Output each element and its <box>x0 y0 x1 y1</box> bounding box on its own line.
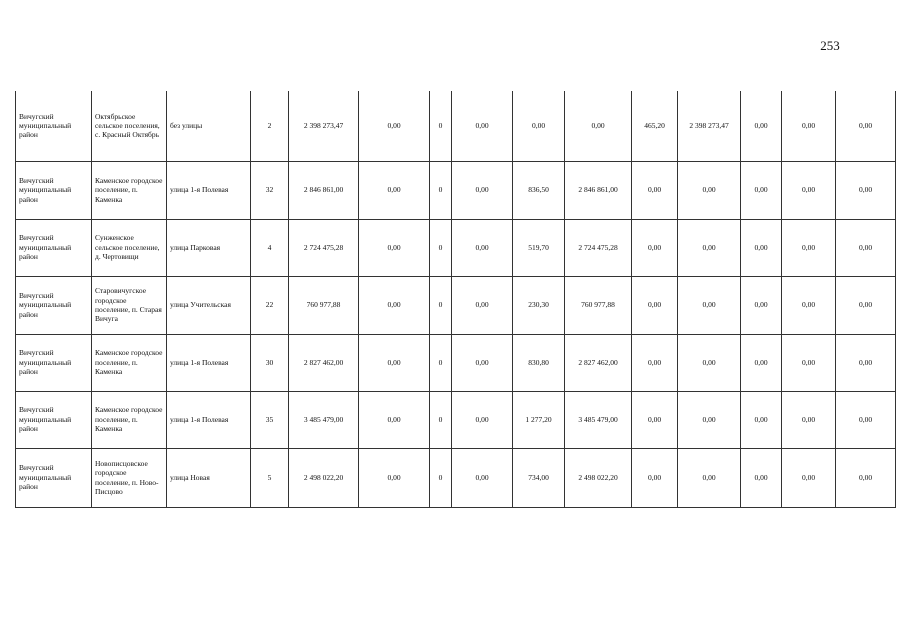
settlement-cell: Каменское городское поселение, п. Каменка <box>92 161 167 219</box>
area-cell: 830,80 <box>513 334 565 391</box>
total-cost-cell: 760 977,88 <box>289 276 359 334</box>
count-col-6-cell: 0 <box>430 334 452 391</box>
cost-col-9-cell: 2 846 861,00 <box>565 161 632 219</box>
cost-col-9-cell: 2 827 462,00 <box>565 334 632 391</box>
total-cost-cell: 2 724 475,28 <box>289 219 359 276</box>
cost-col-9-cell: 2 498 022,20 <box>565 448 632 507</box>
cost-col-14-cell: 0,00 <box>836 276 896 334</box>
cost-col-13-cell: 0,00 <box>782 91 836 161</box>
area-col-10-cell: 0,00 <box>632 219 678 276</box>
cost-col-11-cell: 0,00 <box>678 391 741 448</box>
settlement-cell: Новописцовское городское поселение, п. Ново-Писцово <box>92 448 167 507</box>
total-cost-cell: 2 498 022,20 <box>289 448 359 507</box>
street-cell: улица 1-я Полевая <box>167 391 251 448</box>
cost-col-9-cell: 760 977,88 <box>565 276 632 334</box>
cost-col-13-cell: 0,00 <box>782 276 836 334</box>
cost-col-14-cell: 0,00 <box>836 91 896 161</box>
cost-col-12-cell: 0,00 <box>741 219 782 276</box>
total-cost-cell: 2 846 861,00 <box>289 161 359 219</box>
count-col-6-cell: 0 <box>430 161 452 219</box>
district-cell: Вичугский муниципальный район <box>16 391 92 448</box>
cost-col-11-cell: 2 398 273,47 <box>678 91 741 161</box>
cost-col-9-cell: 2 724 475,28 <box>565 219 632 276</box>
street-cell: улица Новая <box>167 448 251 507</box>
area-cell: 519,70 <box>513 219 565 276</box>
count-col-6-cell: 0 <box>430 276 452 334</box>
district-cell: Вичугский муниципальный район <box>16 161 92 219</box>
house-number-cell: 30 <box>251 334 289 391</box>
area-cell: 230,30 <box>513 276 565 334</box>
cost-col-13-cell: 0,00 <box>782 219 836 276</box>
table-row <box>16 448 896 507</box>
cost-col-5-cell: 0,00 <box>359 391 430 448</box>
district-cell: Вичугский муниципальный район <box>16 448 92 507</box>
total-cost-cell: 2 827 462,00 <box>289 334 359 391</box>
table-row <box>16 334 896 391</box>
cost-col-11-cell: 0,00 <box>678 161 741 219</box>
district-cell: Вичугский муниципальный район <box>16 91 92 161</box>
cost-col-5-cell: 0,00 <box>359 91 430 161</box>
table-row <box>16 276 896 334</box>
cost-col-5-cell: 0,00 <box>359 334 430 391</box>
cost-col-11-cell: 0,00 <box>678 276 741 334</box>
cost-col-7-cell: 0,00 <box>452 276 513 334</box>
cost-col-12-cell: 0,00 <box>741 334 782 391</box>
cost-col-13-cell: 0,00 <box>782 334 836 391</box>
cost-col-5-cell: 0,00 <box>359 276 430 334</box>
cost-col-9-cell: 0,00 <box>565 91 632 161</box>
table-row <box>16 91 896 161</box>
cost-col-13-cell: 0,00 <box>782 448 836 507</box>
street-cell: улица 1-я Полевая <box>167 334 251 391</box>
settlement-cell: Каменское городское поселение, п. Каменка <box>92 391 167 448</box>
cost-col-12-cell: 0,00 <box>741 276 782 334</box>
street-cell: улица Парковая <box>167 219 251 276</box>
page-number: 253 <box>820 38 840 53</box>
total-cost-cell: 3 485 479,00 <box>289 391 359 448</box>
settlement-cell: Октябрьское сельское поселения, с. Красный Октябрь <box>92 91 167 161</box>
area-cell: 0,00 <box>513 91 565 161</box>
table-row <box>16 219 896 276</box>
area-col-10-cell: 0,00 <box>632 448 678 507</box>
cost-col-9-cell: 3 485 479,00 <box>565 391 632 448</box>
street-cell: улица 1-я Полевая <box>167 161 251 219</box>
house-number-cell: 4 <box>251 219 289 276</box>
total-cost-cell: 2 398 273,47 <box>289 91 359 161</box>
cost-col-13-cell: 0,00 <box>782 391 836 448</box>
house-number-cell: 35 <box>251 391 289 448</box>
settlement-cell: Сунженское сельское поселение, д. Чертовищи <box>92 219 167 276</box>
cost-col-11-cell: 0,00 <box>678 334 741 391</box>
cost-col-7-cell: 0,00 <box>452 161 513 219</box>
house-number-cell: 32 <box>251 161 289 219</box>
district-cell: Вичугский муниципальный район <box>16 219 92 276</box>
cost-col-12-cell: 0,00 <box>741 161 782 219</box>
cost-col-12-cell: 0,00 <box>741 391 782 448</box>
area-cell: 1 277,20 <box>513 391 565 448</box>
cost-col-12-cell: 0,00 <box>741 448 782 507</box>
cost-col-7-cell: 0,00 <box>452 391 513 448</box>
cost-col-11-cell: 0,00 <box>678 219 741 276</box>
area-col-10-cell: 0,00 <box>632 391 678 448</box>
cost-col-14-cell: 0,00 <box>836 391 896 448</box>
cost-col-14-cell: 0,00 <box>836 334 896 391</box>
count-col-6-cell: 0 <box>430 448 452 507</box>
house-number-cell: 22 <box>251 276 289 334</box>
cost-col-11-cell: 0,00 <box>678 448 741 507</box>
count-col-6-cell: 0 <box>430 219 452 276</box>
cost-col-14-cell: 0,00 <box>836 161 896 219</box>
cost-col-7-cell: 0,00 <box>452 448 513 507</box>
count-col-6-cell: 0 <box>430 391 452 448</box>
area-col-10-cell: 0,00 <box>632 334 678 391</box>
count-col-6-cell: 0 <box>430 91 452 161</box>
settlement-cell: Старовичугское городское поселение, п. Старая Вичуга <box>92 276 167 334</box>
cost-col-5-cell: 0,00 <box>359 219 430 276</box>
house-number-cell: 2 <box>251 91 289 161</box>
settlement-cell: Каменское городское поселение, п. Каменка <box>92 334 167 391</box>
house-number-cell: 5 <box>251 448 289 507</box>
cost-col-5-cell: 0,00 <box>359 161 430 219</box>
cost-col-7-cell: 0,00 <box>452 219 513 276</box>
cost-col-5-cell: 0,00 <box>359 448 430 507</box>
area-cell: 734,00 <box>513 448 565 507</box>
area-cell: 836,50 <box>513 161 565 219</box>
registry-table <box>15 91 896 508</box>
cost-col-7-cell: 0,00 <box>452 91 513 161</box>
area-col-10-cell: 0,00 <box>632 276 678 334</box>
cost-col-12-cell: 0,00 <box>741 91 782 161</box>
table-row <box>16 161 896 219</box>
area-col-10-cell: 0,00 <box>632 161 678 219</box>
district-cell: Вичугский муниципальный район <box>16 276 92 334</box>
street-cell: улица Учительская <box>167 276 251 334</box>
cost-col-14-cell: 0,00 <box>836 448 896 507</box>
cost-col-14-cell: 0,00 <box>836 219 896 276</box>
cost-col-7-cell: 0,00 <box>452 334 513 391</box>
table-row <box>16 391 896 448</box>
district-cell: Вичугский муниципальный район <box>16 334 92 391</box>
area-col-10-cell: 465,20 <box>632 91 678 161</box>
cost-col-13-cell: 0,00 <box>782 161 836 219</box>
street-cell: без улицы <box>167 91 251 161</box>
